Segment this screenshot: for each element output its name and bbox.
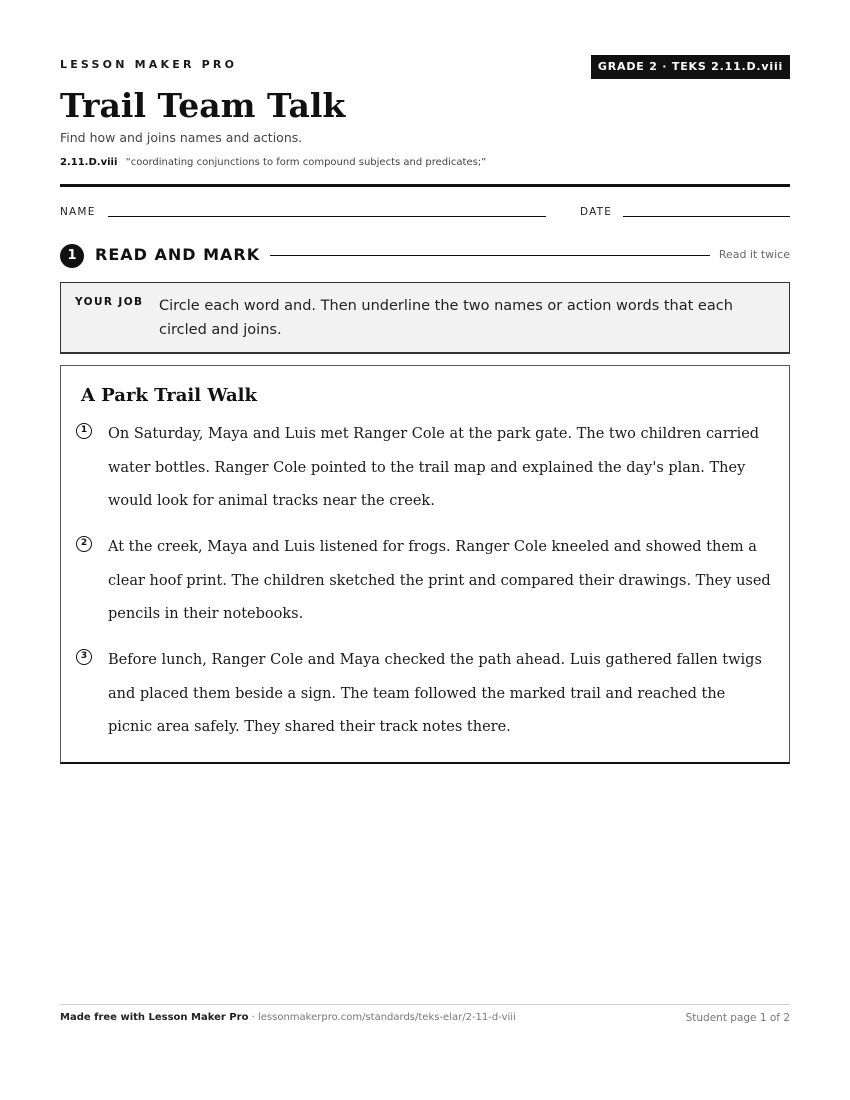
passage-title: A Park Trail Walk [81,385,257,406]
footer-made-with: Made free with Lesson Maker Pro [60,1012,249,1023]
header-divider [60,184,790,187]
paragraph-number-3: 3 [76,649,92,665]
section-number-badge: 1 [60,244,84,268]
your-job-box [60,282,790,354]
footer-credit [60,1012,516,1023]
standard-row [60,157,486,168]
reading-passage-box [60,365,790,764]
footer-url[interactable]: · lessonmakerpro.com/standards/teks-elar/2-11-d-viii [248,1012,516,1023]
section-divider [270,255,710,256]
your-job-label: YOUR JOB [75,296,144,308]
footer-page-label: Student page 1 of 2 [685,1012,790,1024]
brand-name: LESSON MAKER PRO [60,58,238,71]
paragraph-3: Before lunch, Ranger Cole and Maya checked the path ahead. Luis gathered fallen twigs and placed them beside a sign. The team followed the marked trail and reached the picnic area safely. They shared their track notes there. [108,652,762,735]
name-line[interactable] [108,216,546,217]
paragraph-1: On Saturday, Maya and Luis met Ranger Cole at the park gate. The two children carried water bottles. Ranger Cole pointed to the trail map and explained the day's plan. They would look for animal tracks near the creek. [108,426,760,509]
footer-divider [60,1004,790,1005]
date-line[interactable] [623,216,790,217]
name-label: NAME [60,206,96,218]
grade-badge: GRADE 2 · TEKS 2.11.D.viii [591,55,790,79]
paragraph-number-2: 2 [76,536,92,552]
paragraph-2: At the creek, Maya and Luis listened for frogs. Ranger Cole kneeled and showed them a clear hoof print. The children sketched the print and compared their drawings. They used pencils in their notebooks. [108,539,771,622]
date-label: DATE [580,206,613,218]
your-job-text: Circle each word and. Then underline the two names or action words that each circled and joins. [159,298,733,338]
standard-code: 2.11.D.viii [60,157,118,168]
page-subtitle: Find how and joins names and actions. [60,130,303,145]
paragraph-number-1: 1 [76,423,92,439]
section-note: Read it twice [718,248,790,261]
page-title: Trail Team Talk [60,86,346,125]
standard-text: “coordinating conjunctions to form compound subjects and predicates;” [125,157,487,168]
section-title: READ AND MARK [95,245,261,264]
